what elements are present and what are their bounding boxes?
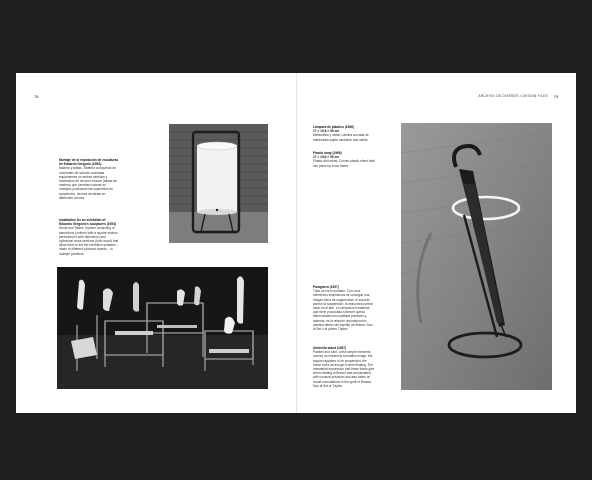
exhibition-caption-en [59,218,119,256]
umbrella-stand-caption-en-title: Umbrella stand (1957) [313,346,347,350]
umbrella-stand-caption-es-title: Paragüero (1957) [313,285,339,289]
left-page-number: 78 [34,94,39,99]
lamp-caption-es [313,125,375,142]
umbrella-stand-caption-en [313,346,375,388]
running-head: ARCHIVO DE DISEÑOS / DESIGN FILES [478,94,548,98]
exhibition-caption-es-title: Montaje de la exposición de esculturas de Eduardo Gregorio (1953). [59,158,119,167]
book-spread [16,73,576,413]
exhibition-installation-photo [57,267,268,389]
lamp-caption-es-title: Lámpara de plástico (1966) [313,125,354,129]
umbrella-stand-caption-es [313,285,375,331]
lamp-caption-es-body: Metacrilato y metal. Lámina curvada de metacrilato sujeta mediante una varilla. [313,133,369,142]
page-gutter [296,73,297,413]
lamp-caption-en-title: Plastic lamp (1966) [313,151,342,155]
umbrella-stand-caption-es-body: Tubo de hierro pintado. Con unos elementos simplísimos se consigue una imagen llena de sugerencias; el soporte parece la suspensión, la estructura parece estar en el aire. La sensación inmaterial que tiene provocada a Breuer queda atemorizada con inusitada precisión y, además, es la relación reconstrucción plástica dentro del espíritu de Breuer, Dau al Set o el primer Tàpies. [313,289,374,332]
exhibition-caption-en-body: Wood and Tables. System consisting of stanchions (uniform with a square section perforated in both directions) and cylindrical cross-sections (both wood) that allow them to set the exhibition surfaces – made of different coloured boards – in multiple positions. [59,226,119,256]
plastic-lamp-photo [169,124,268,243]
right-page-number: 79 [553,94,558,99]
umbrella-stand-photo [401,123,552,390]
lamp-caption-en-body: Plastic and metal. Curved plastic sheet held into place by a bar frame. [313,159,375,168]
exhibition-caption-es [59,158,119,200]
exhibition-caption-en-title: Installation for an exhibition of Eduardo Gregorio's sculptures (1953) [59,218,116,227]
lamp-caption-es-dims: 17 × 19,6 × 39 cm [313,129,340,134]
lamp-caption-en [313,151,375,168]
exhibition-caption-es-body: Madera y tablas. Sistema compuesto de montantes de sección cuadrada equipotentes en ambos sentidos y travesaños de sección circular (tablas de madera) que permiten colocar en múltiples posiciones las superficies en suspensión, hechas de tablas en diferentes colores. [59,166,117,200]
lamp-caption-en-dims: 17 × 19,6 × 39 cm [313,155,340,160]
umbrella-stand-caption-en-body: Painted iron tube. A few simple elements convey an extremely evocative image: the support appears to be suspended, the frame looks as though it were floating. The immaterial impression that these tubes give when relating to Breuer was annunciated with unusual precision and also takes on visual connotations in the spirit of Brossa, Dau al Set or Tàpies. [313,350,375,388]
